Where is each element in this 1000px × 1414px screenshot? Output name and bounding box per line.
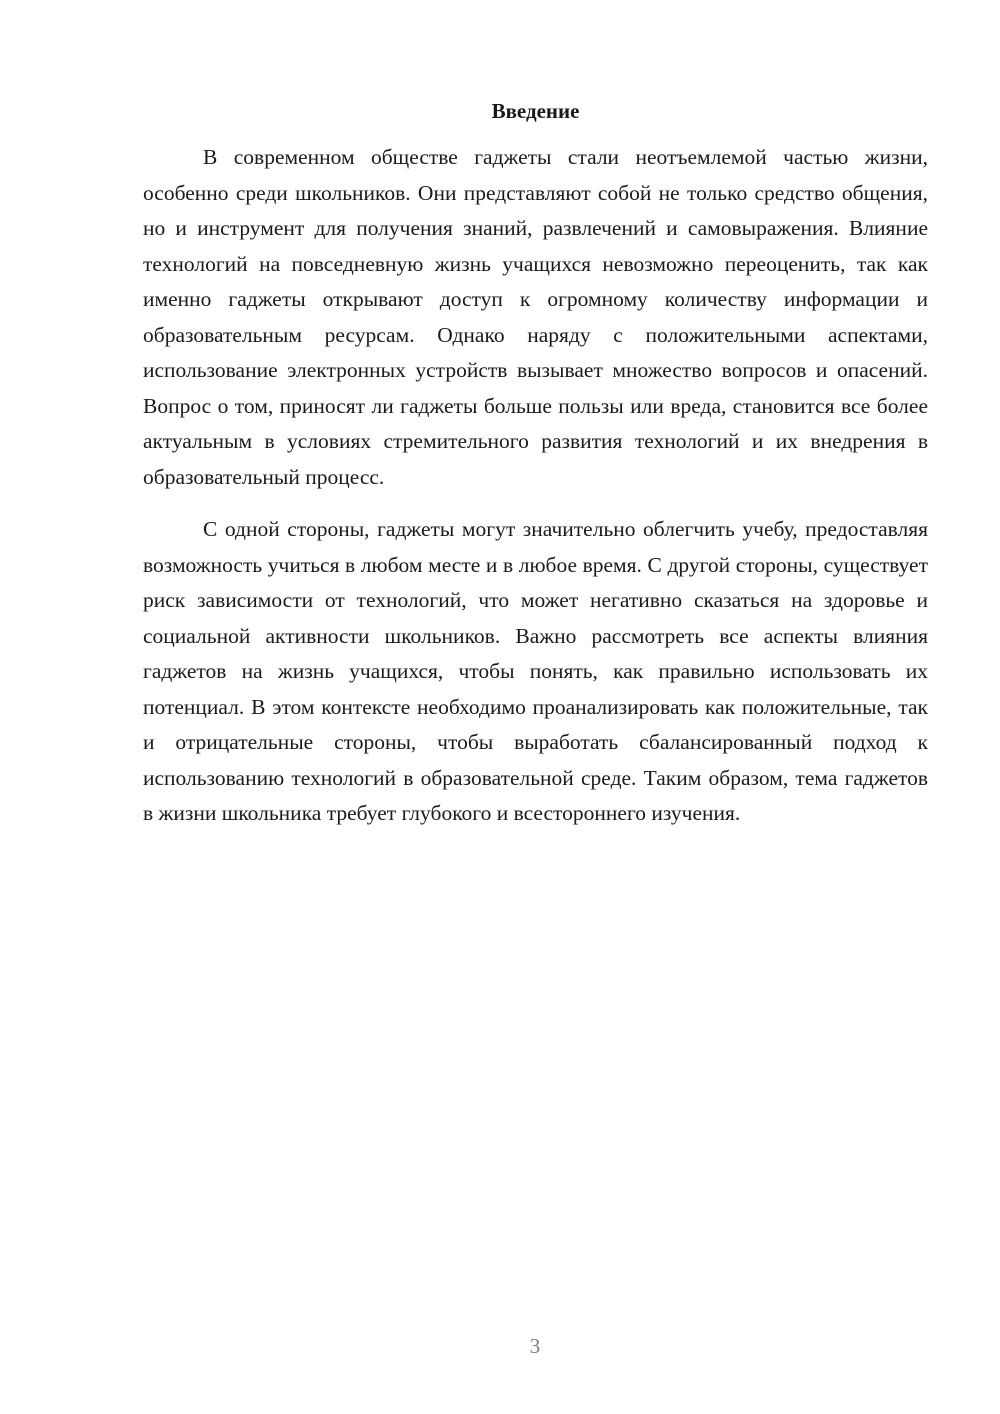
page-number: 3: [529, 1334, 541, 1358]
paragraph-2: С одной стороны, гаджеты могут значительно облегчить учебу, предоставляя возможность учиться в любом месте и в любое время. С другой стороны, существует риск зависимости от технологий, что может негативно сказаться на здоровье и социальной активности школьников. Важно рассмотреть все аспекты влияния гаджетов на жизнь учащихся, чтобы понять, как правильно использовать их потенциал. В этом контексте необходимо проанализировать как положительные, так и отрицательные стороны, чтобы выработать сбалансированный подход к использованию технологий в образовательной среде. Таким образом, тема гаджетов в жизни школьника требует глубокого и всестороннего изучения.: [143, 517, 928, 825]
section-heading: Введение: [491, 99, 580, 123]
paragraph-1: В современном обществе гаджеты стали неотъемлемой частью жизни, особенно среди школьников. Они представляют собой не только средство общения, но и инструмент для получения знаний, развлечений и самовыражения. Влияние технологий на повседневную жизнь учащихся невозможно переоценить, так как именно гаджеты открывают доступ к огромному количеству информации и образовательным ресурсам. Однако наряду с положительными аспектами, использование электронных устройств вызывает множество вопросов и опасений. Вопрос о том, приносят ли гаджеты больше пользы или вреда, становится все более актуальным в условиях стремительного развития технологий и их внедрения в образовательный процесс.: [143, 145, 928, 489]
page-content: [143, 97, 928, 832]
